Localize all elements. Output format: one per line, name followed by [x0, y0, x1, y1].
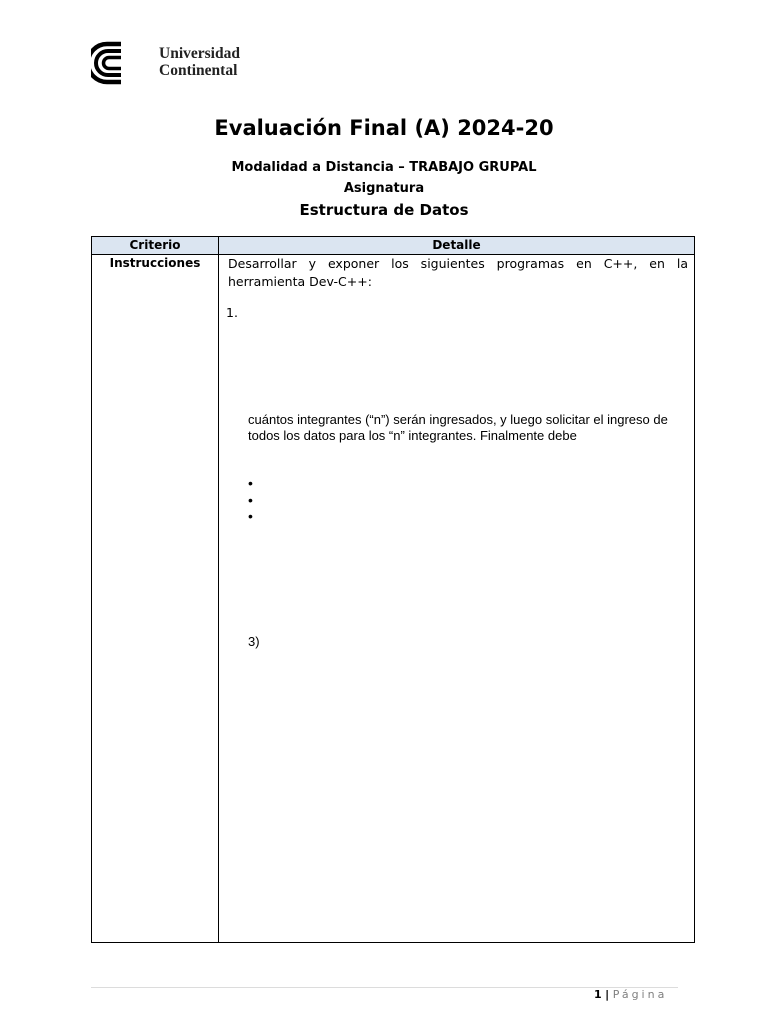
footer-separator: | — [605, 988, 610, 1001]
footer-divider — [91, 987, 678, 988]
page-label: Página — [612, 988, 668, 1001]
university-logo — [91, 41, 261, 85]
subject-name: Estructura de Datos — [299, 201, 469, 219]
column-divider — [218, 237, 219, 942]
paragraph-text: cuántos integrantes (“n”) serán ingresados, y luego solicitar el ingreso de todos los datos para los “n” integrantes. Finalmente debe — [248, 412, 668, 443]
continental-emblem-icon — [91, 41, 153, 85]
modality-text: Modalidad a Distancia – TRABAJO GRUPAL — [231, 160, 537, 175]
page-number: 1 — [594, 988, 602, 1001]
instructions-table — [91, 236, 695, 943]
header-detalle: Detalle — [432, 238, 481, 252]
bullet-list — [248, 475, 253, 525]
logo-line-1: Universidad — [159, 45, 240, 62]
row-label-instrucciones: Instrucciones — [109, 256, 201, 270]
university-name — [159, 45, 240, 79]
list-item: • — [248, 491, 253, 508]
list-item: • — [248, 475, 253, 491]
intro-text: Desarrollar y exponer los siguientes programas en C++, en la herramienta Dev-C++: — [228, 256, 688, 289]
logo-line-2: Continental — [159, 62, 238, 79]
header-criterio: Criterio — [129, 238, 181, 252]
list-item: • — [248, 508, 253, 524]
subject-label: Asignatura — [343, 181, 425, 196]
item-1-number: 1. — [226, 305, 238, 320]
page-footer — [594, 988, 667, 1001]
item-3-number: 3) — [248, 634, 260, 649]
document-title: Evaluación Final (A) 2024-20 — [214, 116, 554, 140]
